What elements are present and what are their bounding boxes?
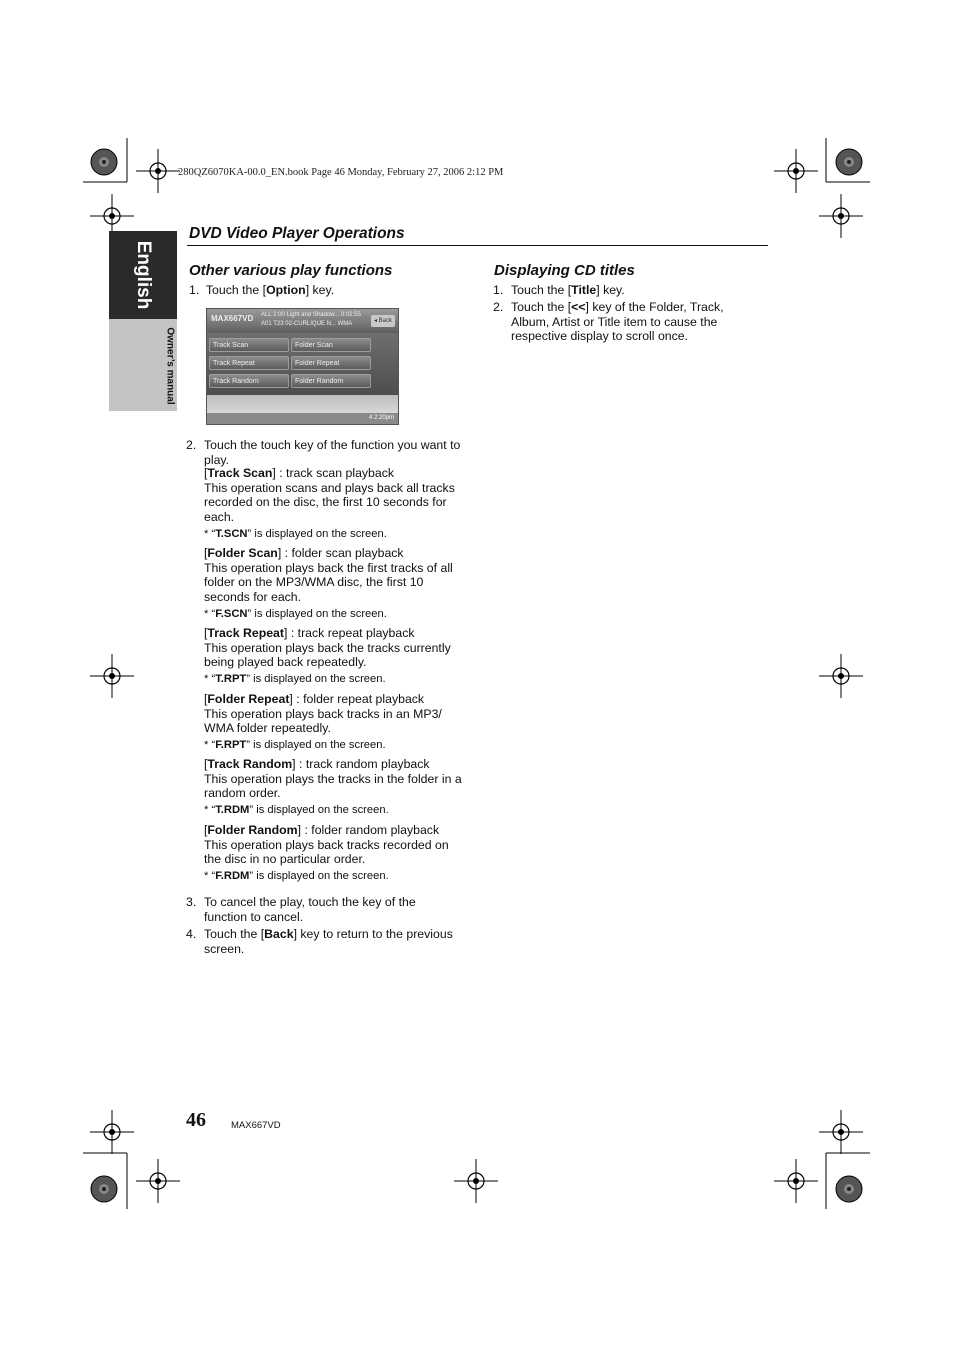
- item-title: ] : folder scan playback: [277, 546, 404, 560]
- item-title: ] : folder random playback: [297, 823, 440, 837]
- note-prefix: * “: [204, 870, 216, 883]
- item-description: This operation plays back the tracks currently being played back repeatedly.: [204, 640, 451, 670]
- key-name: Folder Random: [207, 823, 298, 837]
- step-number: 2.: [186, 438, 197, 452]
- step-text: ] key.: [305, 283, 335, 297]
- item-description: This operation plays back tracks recorded on the disc in no particular order.: [204, 837, 449, 867]
- item-description: This operation plays back the first tracks of all folder on the MP3/WMA disc, the first 10 seconds for each.: [204, 560, 453, 605]
- step-number: 4.: [186, 927, 197, 941]
- step-text: Touch the [: [511, 283, 572, 297]
- note-text: ” is displayed on the screen.: [249, 870, 389, 883]
- function-item: [204, 757, 462, 817]
- section-divider: [187, 245, 768, 246]
- step-text: ] key to return to the previous screen.: [204, 927, 453, 956]
- note-key: F.SCN: [215, 607, 248, 620]
- note-text: ” is displayed on the screen.: [246, 739, 386, 752]
- note-key: T.RDM: [215, 804, 250, 817]
- key-name: Track Scan: [207, 466, 273, 480]
- screen-button-area: [207, 333, 398, 395]
- screen-status-bar: [207, 309, 398, 333]
- item-description: This operation scans and plays back all tracks recorded on the disc, the first 10 seconds for each.: [204, 480, 455, 525]
- key-name: Option: [266, 283, 306, 297]
- left-step-4-text: [204, 927, 462, 956]
- step-number: 1.: [493, 283, 504, 297]
- item-description: This operation plays back tracks in an MP3/ WMA folder repeatedly.: [204, 706, 442, 736]
- function-item: [204, 823, 462, 883]
- note-prefix: * “: [204, 739, 216, 752]
- step-text: Touch the [: [205, 283, 267, 297]
- note-text: ” is displayed on the screen.: [249, 804, 389, 817]
- note-prefix: * “: [204, 527, 216, 540]
- bracket: [: [204, 823, 208, 837]
- item-title: ] : track scan playback: [272, 466, 395, 480]
- item-title: ] : folder repeat playback: [289, 692, 425, 706]
- step-number: 2.: [493, 300, 504, 314]
- step-text: Touch the [: [204, 927, 265, 941]
- key-name: Folder Repeat: [207, 692, 290, 706]
- note-key: T.RPT: [215, 673, 247, 686]
- note-prefix: * “: [204, 673, 216, 686]
- screen-info-line: A01 T23 02-CURLIQUE N... WMA: [261, 321, 353, 327]
- screen-clock: 4 2:20pm: [368, 415, 394, 421]
- key-name: Track Random: [207, 757, 293, 771]
- page-number: 46: [186, 1109, 206, 1131]
- note-text: ” is displayed on the screen.: [247, 607, 387, 620]
- note-text: ” is displayed on the screen.: [247, 527, 387, 540]
- note-prefix: * “: [204, 804, 216, 817]
- key-name: Folder Scan: [207, 546, 278, 560]
- function-item: [204, 692, 462, 752]
- bracket: [: [204, 546, 208, 560]
- key-name: Back: [264, 927, 294, 941]
- book-header: 280QZ6070KA-00.0_EN.book Page 46 Monday, February 27, 2006 2:12 PM: [178, 167, 504, 178]
- step-number: 3.: [186, 895, 197, 909]
- key-name: Title: [571, 283, 597, 297]
- option-screen-image: [206, 308, 399, 425]
- right-heading: Displaying CD titles: [494, 262, 635, 279]
- right-step-2-text: [511, 300, 743, 344]
- model-name: MAX667VD: [231, 1120, 281, 1131]
- item-title: ] : track repeat playback: [283, 626, 415, 640]
- function-item: [204, 546, 462, 621]
- function-item: [204, 466, 462, 541]
- side-tab-language-label: English: [133, 240, 154, 310]
- screen-folder-scan-button: Folder Scan: [291, 338, 371, 352]
- step-number: 1.: [189, 283, 200, 297]
- right-step-1-text: [511, 283, 625, 298]
- side-tab-subtitle-label: Owner’s manual: [164, 327, 176, 405]
- function-item: [204, 626, 462, 686]
- screen-folder-repeat-button: Folder Repeat: [291, 356, 371, 370]
- item-title: ] : track random playback: [292, 757, 430, 771]
- left-step-1: [189, 283, 334, 298]
- step-text: ] key of the Folder, Track, Album, Artist or Title item to cause the respective display to scroll once.: [511, 300, 724, 344]
- screen-logo: MAX667VD: [211, 314, 254, 323]
- key-name: Track Repeat: [207, 626, 284, 640]
- screen-track-repeat-button: Track Repeat: [209, 356, 289, 370]
- screen-back-button: ◂ Back: [371, 315, 395, 327]
- bracket: [: [204, 692, 208, 706]
- note-key: F.RDM: [215, 870, 250, 883]
- step-text: ] key.: [596, 283, 625, 297]
- item-description: This operation plays the tracks in the folder in a random order.: [204, 771, 462, 801]
- screen-info-line: ALL 1:00 Light and Shadow... 0:02:55: [261, 312, 361, 318]
- left-step-2-text: Touch the touch key of the function you want to play.: [204, 438, 461, 467]
- note-key: F.RPT: [215, 739, 247, 752]
- bracket: [: [204, 757, 208, 771]
- step-text: Touch the [: [511, 300, 572, 314]
- left-heading: Other various play functions: [189, 262, 393, 279]
- left-step-3-text: To cancel the play, touch the key of the function to cancel.: [204, 895, 416, 924]
- note-prefix: * “: [204, 607, 216, 620]
- screen-track-scan-button: Track Scan: [209, 338, 289, 352]
- key-name: <<: [571, 300, 586, 314]
- note-key: T.SCN: [215, 527, 248, 540]
- bracket: [: [204, 626, 208, 640]
- screen-track-random-button: Track Random: [209, 374, 289, 388]
- screen-folder-random-button: Folder Random: [291, 374, 371, 388]
- section-title: DVD Video Player Operations: [189, 225, 405, 242]
- bracket: [: [204, 466, 208, 480]
- note-text: ” is displayed on the screen.: [246, 673, 386, 686]
